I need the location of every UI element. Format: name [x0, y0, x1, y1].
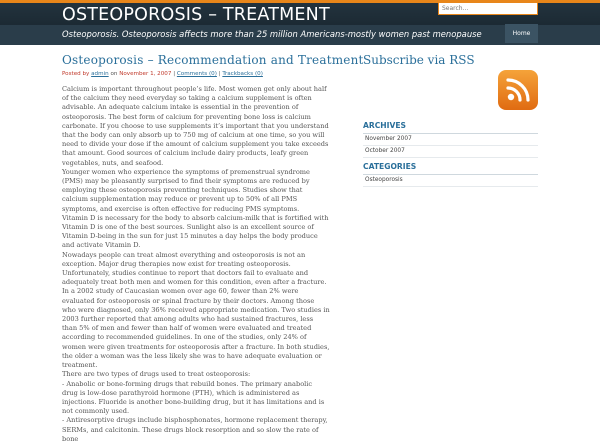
post-paragraph: - Antiresorptive drugs include bisphosphonates, hormone replacement therapy, SERMs, and calcitonin. These drugs block resorption and so slow the rate of bone: [62, 416, 328, 443]
on-label: on: [110, 71, 118, 77]
archives-widget: [363, 115, 538, 158]
post-paragraph: - Anabolic or bone-forming drugs that rebuild bones. The primary anabolic drug is low-dose parathyroid hormone (PTH), which is administered as injections. Fluoride is another bone-building drug, but it has limitations and is not commonly used.: [62, 379, 325, 416]
archive-link[interactable]: November 2007: [363, 134, 538, 146]
site-title[interactable]: OSTEOPOROSIS – TREATMENT: [62, 5, 330, 25]
post-paragraph: Nowadays people can treat almost everything and osteoporosis is not an exception. Major drug therapies now exist for treating osteoporosis. Unfortunately, studies continue to report that doctors fail to evaluate and adequately treat both men and women for this condition, even after a fracture.: [62, 250, 327, 287]
archives-title: ARCHIVES: [363, 121, 538, 134]
post-body: [62, 85, 330, 444]
sidebar: [363, 53, 538, 183]
nav-home-button[interactable]: Home: [505, 24, 538, 43]
post-paragraph: There are two types of drugs used to treat osteoporosis:: [62, 370, 251, 379]
post-date: November 1, 2007: [119, 71, 172, 77]
category-link[interactable]: Osteoporosis: [363, 175, 538, 187]
post-paragraph: In a 2002 study of Caucasian women over age 60, fewer than 2% were evaluated for osteoporosis or spinal fracture by their doctors. Among those who were diagnosed, only 36% received appropriate medication. Two studies in 2003 further reported that among adults who had sustained fractures, less than 5% of men and fewer than half of women were evaluated and treated according to recommended guidelines. In one of the studies, only 24% of women were given treatments for osteoporosis after a fracture. In both studies, the older a woman was the less likely she was to have adequate evaluation or treatment.: [62, 287, 330, 370]
post-title[interactable]: Osteoporosis – Recommendation and Treatment: [62, 53, 364, 67]
post-paragraph: Younger women who experience the symptoms of premenstrual syndrome (PMS) may be pleasantly surprised to find their symptoms are reduced by employing these osteoporosis preventing techniques. Studies show that calcium supplementation may reduce or prevent up to 50% of all PMS symptoms, and exercise is often effective for reducing PMS symptoms.: [62, 167, 310, 213]
meta-separator: |: [218, 71, 221, 77]
categories-title: CATEGORIES: [363, 162, 538, 175]
post-paragraph: Vitamin D is necessary for the body to absorb calcium-milk that is fortified with Vitamin D is one of the best sources. Sunlight also is an excellent source of Vitamin D-being in the sun for just 15 minutes a day helps the body produce and activate Vitamin D.: [62, 213, 329, 250]
rss-heading: Subscribe via RSS: [363, 53, 475, 67]
post: [62, 53, 364, 444]
post-meta: [62, 71, 330, 77]
trackbacks-link[interactable]: Trackbacks (0): [222, 71, 263, 77]
meta-separator: |: [173, 71, 176, 77]
site-tagline: Osteoporosis. Osteoporosis affects more than 25 million Americans-mostly women past menopause: [62, 29, 482, 39]
archives-list: [363, 134, 538, 158]
categories-widget: [363, 156, 538, 187]
comments-link[interactable]: Comments (0): [176, 71, 217, 77]
posted-by-label: Posted by: [62, 71, 90, 77]
search-input[interactable]: [438, 2, 538, 15]
rss-icon[interactable]: [498, 70, 538, 110]
post-paragraph: Calcium is important throughout people’s life. Most women get only about half of the calcium they need everyday so taking a calcium supplement is often advisable. An adequate calcium intake is essential in the prevention of osteoporosis. The best form of calcium for preventing bone loss is calcium carbonate. If you choose to use supplements it’s important that you understand that the body can only absorb up to 750 mg of calcium at one time, so you will need to divide your dose if the amount of calcium supplement you take exceeds that amount. Good sources of calcium include dairy products, leafy green vegetables, nuts, and seafood.: [62, 85, 329, 167]
categories-list: [363, 175, 538, 187]
archive-link[interactable]: October 2007: [363, 146, 538, 158]
author-link[interactable]: admin: [91, 71, 109, 77]
